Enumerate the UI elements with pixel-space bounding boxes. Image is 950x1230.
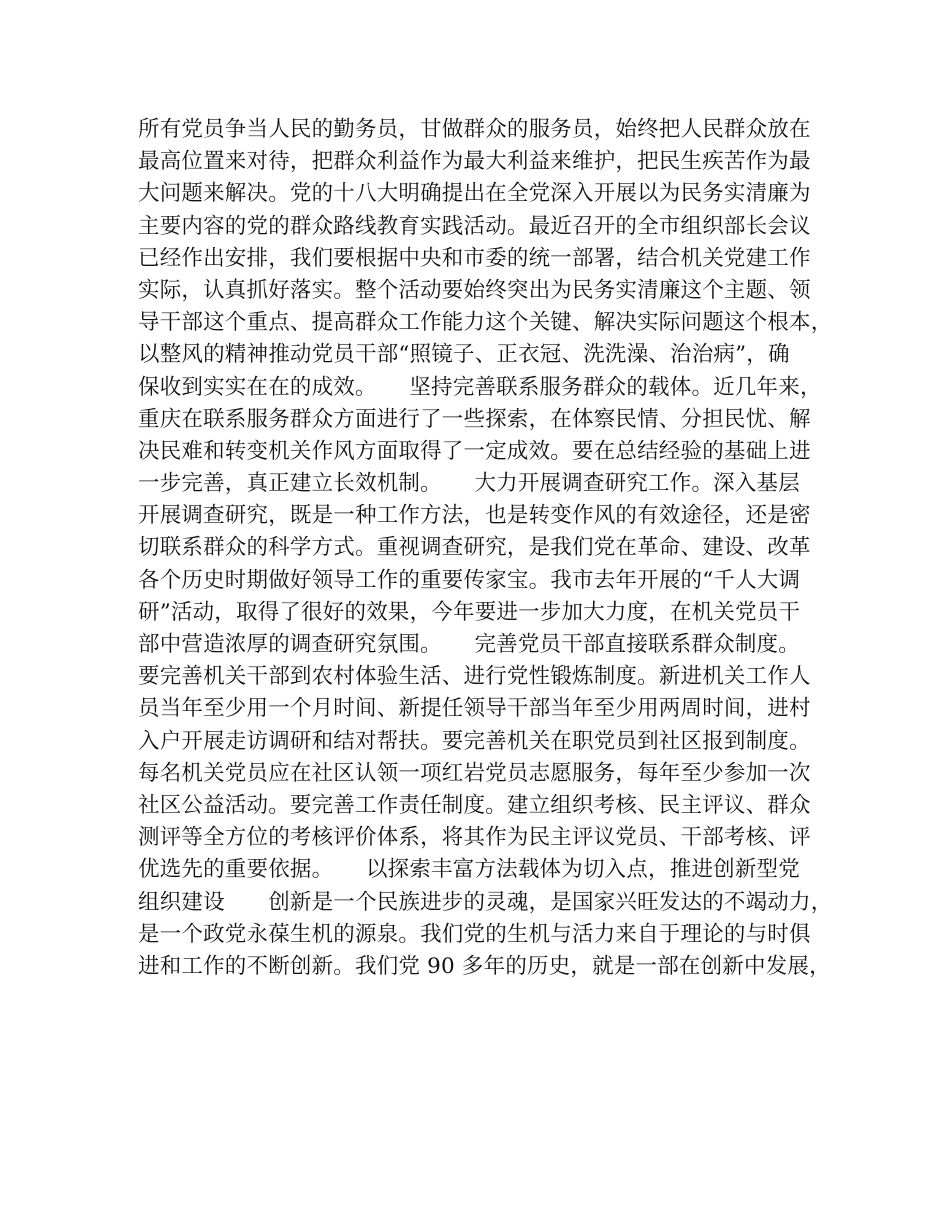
text-line: 部中营造浓厚的调查研究氛围。 完善党员干部直接联系群众制度。 xyxy=(138,632,800,657)
text-line: 要完善机关干部到农村体验生活、进行党性锻炼制度。新进机关工作人 xyxy=(138,664,811,690)
text-line: 入户开展走访调研和结对帮扶。要完善机关在职党员到社区报到制度。 xyxy=(138,728,811,754)
text-line: 重庆在联系服务群众方面进行了一些探索，在体察民情、分担民忧、解 xyxy=(138,406,811,432)
text-line: 决民难和转变机关作风方面取得了一定成效。要在总结经验的基础上进 xyxy=(138,438,811,464)
text-line: 各个历史时期做好领导工作的重要传家宝。我市去年开展的“千人大调 xyxy=(138,567,801,593)
text-line: 保收到实实在在的成效。 坚持完善联系服务群众的载体。近几年来， xyxy=(138,374,822,400)
text-line: 测评等全方位的考核评价体系，将其作为民主评议党员、干部考核、评 xyxy=(138,825,811,851)
text-line: 进和工作的不断创新。我们党 90 多年的历史，就是一部在创新中发展， xyxy=(138,953,831,979)
text-line: 一步完善，真正建立长效机制。 大力开展调查研究工作。深入基层 xyxy=(138,471,800,497)
text-line: 主要内容的党的群众路线教育实践活动。最近召开的全市组织部长会议 xyxy=(138,213,811,239)
text-line: 每名机关党员应在社区认领一项红岩党员志愿服务，每年至少参加一次 xyxy=(138,760,811,786)
text-line: 已经作出安排，我们要根据中央和市委的统一部署，结合机关党建工作 xyxy=(138,245,811,271)
text-line: 员当年至少用一个月时间、新提任领导干部当年至少用两周时间，进村 xyxy=(138,696,811,722)
text-line: 以整风的精神推动党员干部“照镜子、正衣冠、洗洗澡、治治病”，确 xyxy=(138,342,790,368)
text-line: 社区公益活动。要完善工作责任制度。建立组织考核、民主评议、群众 xyxy=(138,792,811,818)
text-line: 组织建设 创新是一个民族进步的灵魂，是国家兴旺发达的不竭动力， xyxy=(138,889,833,915)
text-line: 开展调查研究，既是一种工作方法，也是转变作风的有效途径，还是密 xyxy=(138,503,811,529)
text-line: 导干部这个重点、提高群众工作能力这个关键、解决实际问题这个根本， xyxy=(138,310,833,336)
text-line: 所有党员争当人民的勤务员，甘做群众的服务员，始终把人民群众放在 xyxy=(138,117,811,142)
text-line: 研”活动，取得了很好的效果，今年要进一步加大力度，在机关党员干 xyxy=(138,599,801,625)
body-text xyxy=(138,114,833,983)
text-line: 切联系群众的科学方式。重视调查研究，是我们党在革命、建设、改革 xyxy=(138,535,811,561)
text-line: 最高位置来对待，把群众利益作为最大利益来维护，把民生疾苦作为最 xyxy=(138,149,811,175)
text-line: 是一个政党永葆生机的源泉。我们党的生机与活力来自于理论的与时俱 xyxy=(138,921,811,947)
text-line: 大问题来解决。党的十八大明确提出在全党深入开展以为民务实清廉为 xyxy=(138,181,811,207)
text-line: 优选先的重要依据。 以探索丰富方法载体为切入点，推进创新型党 xyxy=(138,857,800,883)
text-line: 实际，认真抓好落实。整个活动要始终突出为民务实清廉这个主题、领 xyxy=(138,277,811,303)
